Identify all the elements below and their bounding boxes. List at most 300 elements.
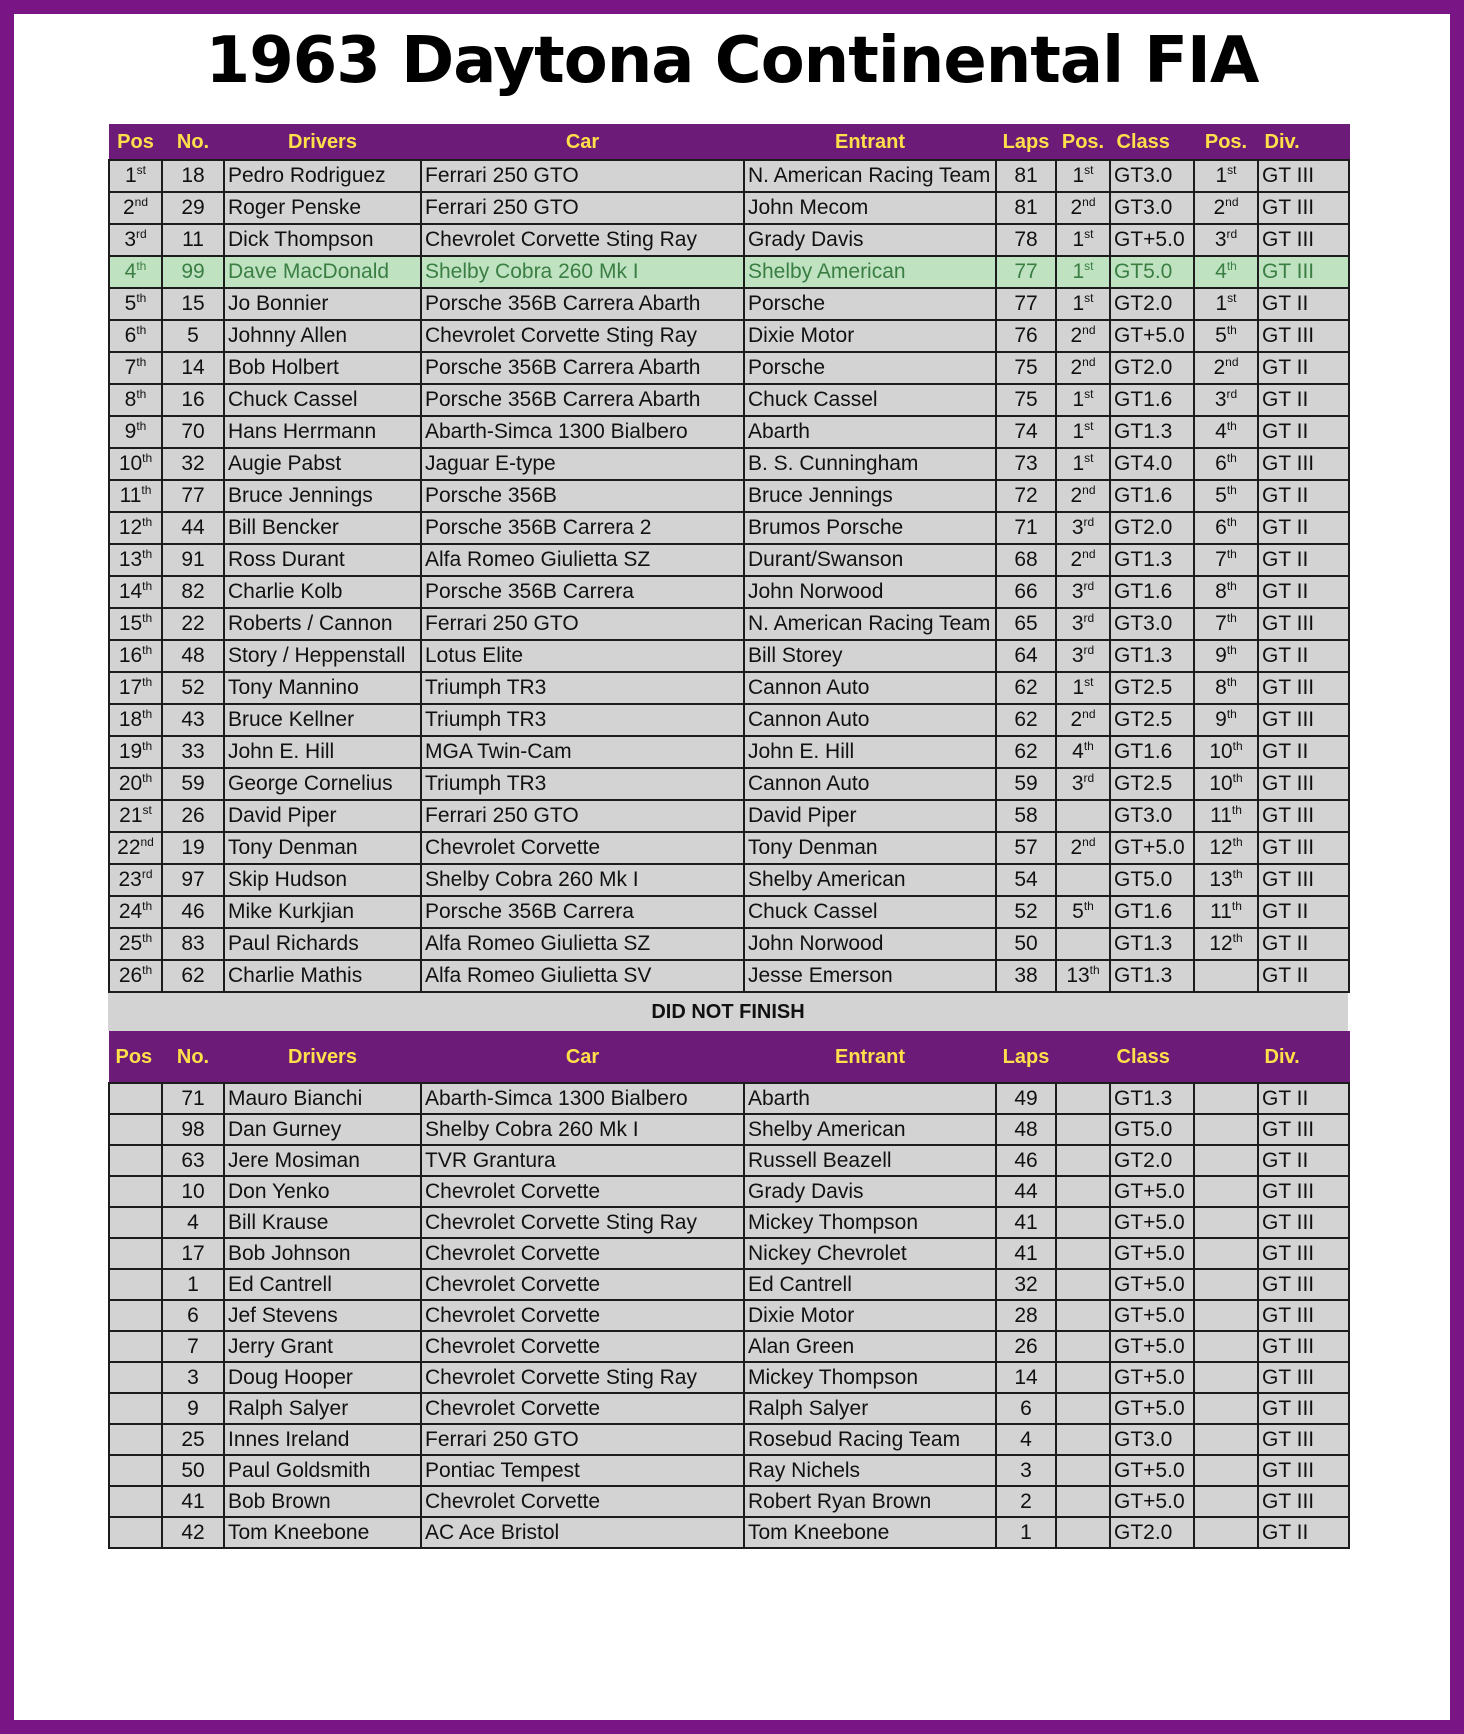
drivers-cell-value: Charlie Kolb: [228, 580, 343, 603]
laps-cell: [996, 704, 1056, 736]
class-pos-cell: [1056, 1331, 1110, 1362]
drivers-cell-value: Dan Gurney: [228, 1117, 342, 1141]
drivers-cell-value: Bob Holbert: [228, 356, 339, 379]
laps-cell-value: 14: [1014, 1365, 1038, 1389]
laps-cell-value: 75: [1014, 356, 1038, 379]
pos-cell: [109, 224, 162, 256]
div-cell-value: GT III: [1262, 228, 1315, 251]
header-div: Div.: [1258, 125, 1349, 161]
entrant-cell: [744, 1083, 996, 1114]
pos-cell-suffix: th: [136, 419, 147, 433]
class-cell: [1110, 1331, 1194, 1362]
class-cell-value: GT1.3: [1114, 548, 1173, 571]
number-cell-value: 14: [181, 356, 205, 379]
entrant-cell-value: Abarth: [748, 1086, 810, 1110]
class-pos-cell-value: 2: [1070, 324, 1083, 347]
drivers-cell: [224, 1455, 421, 1486]
class-pos-cell-value: 1: [1072, 676, 1085, 699]
pos-cell-suffix: rd: [141, 867, 153, 881]
class-cell-value: GT3.0: [1114, 804, 1173, 827]
number-cell: [162, 640, 224, 672]
class-cell: [1110, 320, 1194, 352]
pos-cell-suffix: th: [136, 323, 147, 337]
class-pos-cell: [1056, 1114, 1110, 1145]
div-pos-cell-value: 4: [1215, 260, 1227, 283]
pos-cell: [109, 736, 162, 768]
car-cell: [421, 480, 744, 512]
div-cell-value: GT III: [1262, 1117, 1315, 1141]
number-cell: [162, 448, 224, 480]
drivers-cell: [224, 1331, 421, 1362]
div-cell: [1258, 864, 1349, 896]
pos-cell-suffix: th: [142, 451, 153, 465]
div-cell: [1258, 544, 1349, 576]
laps-cell-value: 38: [1014, 964, 1038, 987]
dnf-header-entrant: Entrant: [744, 1032, 996, 1084]
car-cell-value: Porsche 356B Carrera 2: [425, 516, 652, 539]
class-pos-cell-suffix: nd: [1082, 355, 1096, 369]
number-cell: [162, 1362, 224, 1393]
class-cell: [1110, 1207, 1194, 1238]
entrant-cell-value: Alan Green: [748, 1334, 855, 1358]
laps-cell-value: 78: [1014, 228, 1038, 251]
class-cell-value: GT3.0: [1114, 1427, 1173, 1451]
class-pos-cell-suffix: nd: [1082, 323, 1096, 337]
drivers-cell-value: Mike Kurkjian: [228, 900, 355, 923]
number-cell: [162, 960, 224, 992]
entrant-cell-value: Durant/Swanson: [748, 548, 904, 571]
div-cell: [1258, 800, 1349, 832]
class-pos-cell-suffix: th: [1083, 739, 1094, 753]
class-cell: [1110, 1145, 1194, 1176]
number-cell-value: 17: [181, 1241, 205, 1265]
class-pos-cell: [1056, 1145, 1110, 1176]
laps-cell: [996, 1269, 1056, 1300]
car-cell: [421, 1269, 744, 1300]
laps-cell: [996, 160, 1056, 192]
class-pos-cell-suffix: st: [1084, 163, 1094, 177]
number-cell: [162, 160, 224, 192]
div-cell: [1258, 832, 1349, 864]
pos-cell-value: 17: [118, 676, 143, 699]
laps-cell-value: 62: [1014, 676, 1038, 699]
div-pos-cell-suffix: nd: [1225, 355, 1239, 369]
number-cell: [162, 576, 224, 608]
div-pos-cell-suffix: rd: [1226, 387, 1238, 401]
car-cell: [421, 1145, 744, 1176]
dnf-row: [109, 1269, 1349, 1300]
drivers-cell-value: Story / Heppenstall: [228, 644, 406, 667]
div-pos-cell-value: 2: [1213, 196, 1226, 219]
entrant-cell-value: Porsche: [748, 356, 826, 379]
entrant-cell: [744, 608, 996, 640]
laps-cell-value: 81: [1014, 164, 1038, 187]
div-pos-cell: [1194, 480, 1258, 512]
car-cell-value: Chevrolet Corvette: [425, 1179, 601, 1203]
div-pos-cell: [1194, 1238, 1258, 1269]
drivers-cell-value: Chuck Cassel: [228, 388, 358, 411]
class-pos-cell-suffix: rd: [1083, 643, 1095, 657]
class-pos-cell: [1056, 224, 1110, 256]
drivers-cell: [224, 1176, 421, 1207]
number-cell-value: 42: [181, 1520, 205, 1544]
class-pos-cell-suffix: st: [1084, 675, 1094, 689]
entrant-cell: [744, 1517, 996, 1548]
pos-cell-suffix: th: [142, 963, 153, 977]
drivers-cell: [224, 1238, 421, 1269]
div-pos-cell-value: 6: [1215, 452, 1227, 475]
div-pos-cell-suffix: th: [1231, 899, 1242, 913]
entrant-cell: [744, 320, 996, 352]
number-cell-value: 59: [181, 772, 205, 795]
finisher-row: [109, 384, 1349, 416]
class-cell: [1110, 1238, 1194, 1269]
drivers-cell: [224, 288, 421, 320]
entrant-cell: [744, 736, 996, 768]
dnf-header-drivers: Drivers: [224, 1032, 421, 1084]
drivers-cell-value: Paul Goldsmith: [228, 1458, 371, 1482]
entrant-cell-value: Nickey Chevrolet: [748, 1241, 907, 1265]
car-cell: [421, 608, 744, 640]
car-cell: [421, 1517, 744, 1548]
div-cell: [1258, 512, 1349, 544]
laps-cell: [996, 800, 1056, 832]
car-cell-value: Ferrari 250 GTO: [425, 164, 579, 187]
number-cell-value: 43: [181, 708, 205, 731]
div-pos-cell: [1194, 896, 1258, 928]
number-cell-value: 15: [181, 292, 205, 315]
class-pos-cell: [1056, 320, 1110, 352]
class-pos-cell-suffix: nd: [1082, 195, 1096, 209]
car-cell: [421, 160, 744, 192]
laps-cell-value: 81: [1014, 196, 1038, 219]
pos-cell-suffix: st: [142, 803, 152, 817]
drivers-cell: [224, 320, 421, 352]
entrant-cell-value: Robert Ryan Brown: [748, 1489, 932, 1513]
entrant-cell: [744, 704, 996, 736]
div-cell: [1258, 1424, 1349, 1455]
laps-cell: [996, 608, 1056, 640]
class-pos-cell-value: 1: [1072, 388, 1085, 411]
number-cell: [162, 352, 224, 384]
class-pos-cell-value: 1: [1072, 228, 1085, 251]
car-cell-value: Porsche 356B: [425, 484, 557, 507]
pos-cell-value: 18: [118, 708, 143, 731]
pos-cell-value: 1: [124, 164, 137, 187]
class-pos-cell: [1056, 736, 1110, 768]
class-pos-cell-value: 3: [1071, 644, 1084, 667]
class-cell: [1110, 416, 1194, 448]
entrant-cell: [744, 448, 996, 480]
div-pos-cell-suffix: th: [1226, 259, 1237, 273]
class-pos-cell-suffix: rd: [1083, 611, 1095, 625]
laps-cell: [996, 448, 1056, 480]
pos-cell-value: 25: [118, 932, 143, 955]
class-cell-value: GT+5.0: [1114, 1241, 1185, 1265]
finisher-row: [109, 288, 1349, 320]
class-pos-cell: [1056, 960, 1110, 992]
dnf-row: [109, 1114, 1349, 1145]
class-pos-cell-suffix: nd: [1082, 483, 1096, 497]
div-pos-cell-suffix: nd: [1225, 195, 1239, 209]
car-cell-value: Porsche 356B Carrera: [425, 580, 634, 603]
entrant-cell: [744, 480, 996, 512]
pos-cell-suffix: th: [142, 675, 153, 689]
number-cell: [162, 1393, 224, 1424]
number-cell-value: 16: [181, 388, 205, 411]
drivers-cell-value: John E. Hill: [228, 740, 335, 763]
car-cell: [421, 512, 744, 544]
div-pos-cell: [1194, 1269, 1258, 1300]
class-pos-cell-suffix: th: [1083, 899, 1094, 913]
pos-cell-suffix: th: [142, 899, 153, 913]
class-pos-cell-value: 2: [1070, 708, 1083, 731]
div-pos-cell: [1194, 736, 1258, 768]
dnf-row: [109, 1238, 1349, 1269]
pos-cell-value: 9: [124, 420, 137, 443]
finisher-row: [109, 448, 1349, 480]
drivers-cell: [224, 1300, 421, 1331]
div-cell: [1258, 704, 1349, 736]
number-cell-value: 6: [187, 1303, 199, 1327]
car-cell: [421, 384, 744, 416]
finisher-row: [109, 736, 1349, 768]
pos-cell: [109, 288, 162, 320]
finishers-table: [108, 124, 1350, 993]
entrant-cell-value: John E. Hill: [748, 740, 855, 763]
div-pos-cell: [1194, 832, 1258, 864]
class-pos-cell-value: 3: [1071, 612, 1084, 635]
car-cell: [421, 896, 744, 928]
finisher-row: [109, 832, 1349, 864]
drivers-cell-value: Roberts / Cannon: [228, 612, 393, 635]
class-pos-cell: [1056, 832, 1110, 864]
number-cell: [162, 1238, 224, 1269]
div-pos-cell: [1194, 864, 1258, 896]
finisher-row: [109, 896, 1349, 928]
number-cell: [162, 1176, 224, 1207]
laps-cell-value: 76: [1014, 324, 1038, 347]
entrant-cell: [744, 640, 996, 672]
car-cell-value: Shelby Cobra 260 Mk I: [425, 868, 639, 891]
class-pos-cell-suffix: nd: [1082, 547, 1096, 561]
drivers-cell-value: Jere Mosiman: [228, 1148, 360, 1172]
laps-cell-value: 50: [1014, 932, 1038, 955]
dnf-row: [109, 1300, 1349, 1331]
dnf-header-laps: Laps: [996, 1032, 1056, 1084]
div-cell-value: GT III: [1262, 868, 1315, 891]
drivers-cell-value: Tom Kneebone: [228, 1520, 370, 1544]
drivers-cell: [224, 1207, 421, 1238]
div-cell-value: GT III: [1262, 1179, 1315, 1203]
div-pos-cell-suffix: th: [1226, 515, 1237, 529]
class-pos-cell-suffix: rd: [1083, 771, 1095, 785]
pos-cell-suffix: nd: [134, 195, 149, 209]
number-cell-value: 41: [181, 1489, 205, 1513]
entrant-cell: [744, 352, 996, 384]
dnf-header-class: Class: [1110, 1032, 1194, 1084]
pos-cell-value: 13: [118, 548, 143, 571]
number-cell-value: 25: [181, 1427, 205, 1451]
class-cell-value: GT+5.0: [1114, 1334, 1185, 1358]
class-cell-value: GT+5.0: [1114, 1458, 1185, 1482]
class-pos-cell-value: 2: [1070, 548, 1083, 571]
drivers-cell-value: Bruce Kellner: [228, 708, 355, 731]
pos-cell-value: 26: [118, 964, 143, 987]
div-cell: [1258, 768, 1349, 800]
div-pos-cell-suffix: th: [1226, 675, 1237, 689]
div-pos-cell-value: 2: [1213, 356, 1226, 379]
entrant-cell: [744, 416, 996, 448]
drivers-cell-value: Charlie Mathis: [228, 964, 363, 987]
drivers-cell-value: George Cornelius: [228, 772, 393, 795]
number-cell: [162, 1207, 224, 1238]
car-cell: [421, 1331, 744, 1362]
pos-cell: [109, 800, 162, 832]
laps-cell-value: 68: [1014, 548, 1038, 571]
drivers-cell-value: Jo Bonnier: [228, 292, 329, 315]
div-cell-value: GT II: [1262, 1520, 1309, 1544]
car-cell-value: Triumph TR3: [425, 676, 547, 699]
pos-cell-value: 6: [124, 324, 137, 347]
car-cell: [421, 768, 744, 800]
div-cell: [1258, 1517, 1349, 1548]
div-pos-cell-suffix: th: [1232, 739, 1243, 753]
class-pos-cell: [1056, 800, 1110, 832]
entrant-cell-value: N. American Racing Team: [748, 612, 991, 635]
laps-cell-value: 77: [1014, 260, 1038, 283]
pos-cell-value: 11: [119, 484, 142, 507]
laps-cell-value: 64: [1014, 644, 1038, 667]
car-cell-value: Chevrolet Corvette Sting Ray: [425, 228, 697, 251]
class-cell: [1110, 1083, 1194, 1114]
class-pos-cell: [1056, 160, 1110, 192]
car-cell: [421, 800, 744, 832]
div-cell-value: GT III: [1262, 1489, 1315, 1513]
car-cell-value: Alfa Romeo Giulietta SZ: [425, 548, 651, 571]
number-cell: [162, 1145, 224, 1176]
laps-cell: [996, 640, 1056, 672]
class-pos-cell: [1056, 288, 1110, 320]
finisher-row: [109, 544, 1349, 576]
div-pos-cell: [1194, 1455, 1258, 1486]
laps-cell-value: 62: [1014, 740, 1038, 763]
pos-cell-value: 16: [118, 644, 143, 667]
div-pos-cell: [1194, 1362, 1258, 1393]
drivers-cell: [224, 960, 421, 992]
number-cell-value: 98: [181, 1117, 205, 1141]
header-entrant: Entrant: [744, 125, 996, 161]
car-cell: [421, 1455, 744, 1486]
div-pos-cell: [1194, 352, 1258, 384]
car-cell: [421, 960, 744, 992]
laps-cell-value: 75: [1014, 388, 1038, 411]
div-cell: [1258, 576, 1349, 608]
entrant-cell: [744, 384, 996, 416]
entrant-cell: [744, 1207, 996, 1238]
div-cell-value: GT III: [1262, 1396, 1315, 1420]
class-pos-cell: [1056, 864, 1110, 896]
div-cell: [1258, 1145, 1349, 1176]
laps-cell-value: 59: [1014, 772, 1038, 795]
entrant-cell: [744, 800, 996, 832]
class-pos-cell: [1056, 256, 1110, 288]
dnf-header-div: Div.: [1258, 1032, 1349, 1084]
number-cell: [162, 416, 224, 448]
car-cell-value: Chevrolet Corvette Sting Ray: [425, 1365, 697, 1389]
car-cell-value: Chevrolet Corvette: [425, 1272, 601, 1296]
class-pos-cell: [1056, 1486, 1110, 1517]
entrant-cell-value: Shelby American: [748, 868, 906, 891]
number-cell-value: 50: [181, 1458, 205, 1482]
car-cell-value: Porsche 356B Carrera Abarth: [425, 356, 701, 379]
div-cell-value: GT II: [1262, 516, 1309, 539]
div-cell: [1258, 640, 1349, 672]
class-cell: [1110, 1517, 1194, 1548]
div-pos-cell: [1194, 960, 1258, 992]
div-cell-value: GT III: [1262, 1458, 1315, 1482]
div-cell: [1258, 224, 1349, 256]
dnf-row: [109, 1486, 1349, 1517]
drivers-cell-value: Dick Thompson: [228, 228, 374, 251]
div-cell: [1258, 256, 1349, 288]
div-cell-value: GT III: [1262, 772, 1315, 795]
pos-cell: [109, 704, 162, 736]
div-pos-cell-value: 8: [1215, 580, 1227, 603]
div-cell: [1258, 1207, 1349, 1238]
div-pos-cell-value: 11: [1210, 804, 1232, 827]
entrant-cell-value: Porsche: [748, 292, 826, 315]
pos-cell-value: 24: [118, 900, 143, 923]
number-cell: [162, 320, 224, 352]
class-cell-value: GT1.3: [1114, 420, 1173, 443]
car-cell: [421, 1083, 744, 1114]
laps-cell-value: 65: [1014, 612, 1038, 635]
laps-cell: [996, 928, 1056, 960]
class-pos-cell: [1056, 512, 1110, 544]
pos-cell-suffix: th: [136, 387, 147, 401]
pos-cell-value: 4: [124, 260, 137, 283]
laps-cell-value: 72: [1014, 484, 1038, 507]
pos-cell: [109, 320, 162, 352]
div-cell: [1258, 1486, 1349, 1517]
car-cell-value: Chevrolet Corvette Sting Ray: [425, 324, 697, 347]
pos-cell-value: 12: [118, 516, 143, 539]
pos-cell: [109, 832, 162, 864]
car-cell-value: Chevrolet Corvette: [425, 1241, 601, 1265]
class-cell: [1110, 512, 1194, 544]
pos-cell: [109, 1362, 162, 1393]
div-pos-cell: [1194, 608, 1258, 640]
laps-cell: [996, 1176, 1056, 1207]
finisher-row: [109, 608, 1349, 640]
entrant-cell: [744, 864, 996, 896]
div-cell: [1258, 1083, 1349, 1114]
drivers-cell-value: Pedro Rodriguez: [228, 164, 386, 187]
number-cell-value: 82: [181, 580, 205, 603]
div-cell: [1258, 608, 1349, 640]
div-pos-cell: [1194, 160, 1258, 192]
finisher-row: [109, 800, 1349, 832]
entrant-cell-value: John Norwood: [748, 932, 884, 955]
drivers-cell: [224, 704, 421, 736]
drivers-cell: [224, 448, 421, 480]
pos-cell: [109, 768, 162, 800]
laps-cell: [996, 1362, 1056, 1393]
class-cell: [1110, 448, 1194, 480]
laps-cell-value: 48: [1014, 1117, 1038, 1141]
drivers-cell: [224, 256, 421, 288]
